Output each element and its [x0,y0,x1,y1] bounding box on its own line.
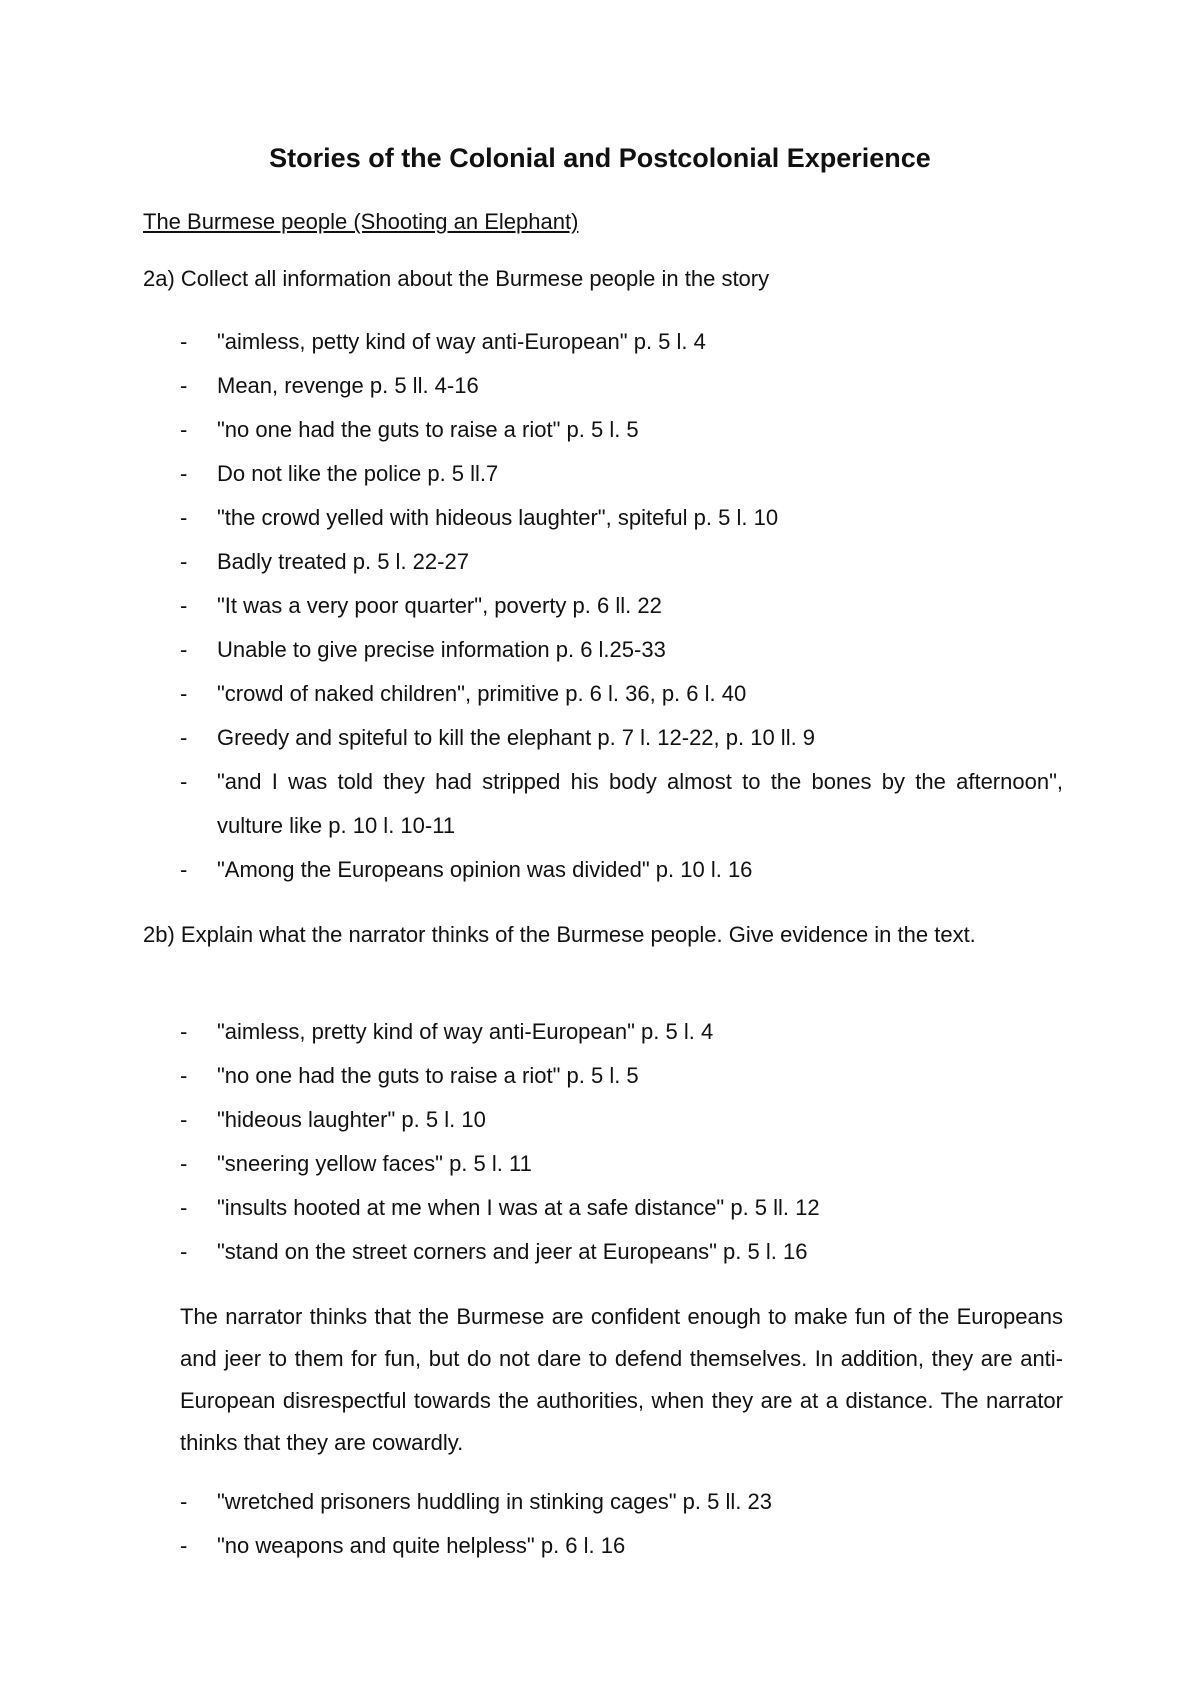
bullet-dash: - [180,505,188,530]
list-item [0,364,1200,408]
narrator-paragraph: The narrator thinks that the Burmese are confident enough to make fun of the Europeans and jeer to them for fun, but do not dare to defend themselves. In addition, they are anti-European disrespectful towards the authorities, when they are at a distance. The narrator thinks that they are cowardly. [180,1304,1063,1455]
bullet-dash: - [180,1195,188,1220]
list-item [0,1480,1200,1524]
list-item-text: "aimless, pretty kind of way anti-European" p. 5 l. 4 [217,1019,714,1044]
bullet-dash: - [180,417,188,442]
bullet-dash: - [180,461,188,486]
bullet-dash: - [180,1489,188,1514]
bullet-dash: - [180,593,188,618]
list-item [0,848,1200,892]
list-item [0,716,1200,760]
list-item-text: Do not like the police p. 5 ll.7 [217,461,499,486]
bullet-dash: - [180,1019,188,1044]
list-item-text: Badly treated p. 5 l. 22-27 [217,549,469,574]
list-item-text: "no one had the guts to raise a riot" p. 5 l. 5 [217,1063,639,1088]
section-subheading: The Burmese people (Shooting an Elephant) [143,209,579,234]
list-item [0,320,1200,364]
list-item [0,452,1200,496]
list-item-text: Mean, revenge p. 5 ll. 4-16 [217,373,479,398]
list-item-text: Greedy and spiteful to kill the elephant p. 7 l. 12-22, p. 10 ll. 9 [217,725,816,750]
bullet-dash: - [180,769,188,794]
question-2b: 2b) Explain what the narrator thinks of the Burmese people. Give evidence in the text. [143,922,976,947]
list-item-text: "wretched prisoners huddling in stinking cages" p. 5 ll. 23 [217,1489,772,1514]
bullet-dash: - [180,637,188,662]
list-item-text: "the crowd yelled with hideous laughter", spiteful p. 5 l. 10 [217,505,779,530]
list-item [0,496,1200,540]
list-item [0,760,1200,848]
bullet-dash: - [180,1151,188,1176]
list-item-text: "aimless, petty kind of way anti-European" p. 5 l. 4 [217,329,706,354]
list-2a [0,320,1200,892]
list-item-text: "Among the Europeans opinion was divided" p. 10 l. 16 [217,857,753,882]
list-item [0,1010,1200,1054]
list-item [0,1524,1200,1568]
list-item-text: "and I was told they had stripped his body almost to the bones by the afternoon", vulture like p. 10 l. 10-11 [217,769,1063,838]
list-item-text: "stand on the street corners and jeer at Europeans" p. 5 l. 16 [217,1239,808,1264]
bullet-dash: - [180,1239,188,1264]
bullet-dash: - [180,1107,188,1132]
list-item [0,584,1200,628]
bullet-dash: - [180,1063,188,1088]
list-item-text: "It was a very poor quarter", poverty p. 6 ll. 22 [217,593,662,618]
list-item-text: "crowd of naked children", primitive p. 6 l. 36, p. 6 l. 40 [217,681,747,706]
bullet-dash: - [180,1533,188,1558]
list-item [0,540,1200,584]
list-item-text: "no one had the guts to raise a riot" p. 5 l. 5 [217,417,639,442]
list-2b [0,1010,1200,1274]
list-item [0,1054,1200,1098]
list-item-text: "insults hooted at me when I was at a safe distance" p. 5 ll. 12 [217,1195,820,1220]
bullet-dash: - [180,725,188,750]
list-item [0,1230,1200,1274]
list-item [0,1098,1200,1142]
list-item [0,672,1200,716]
bullet-dash: - [180,681,188,706]
question-2a: 2a) Collect all information about the Burmese people in the story [143,266,770,291]
list-item-text: "hideous laughter" p. 5 l. 10 [217,1107,486,1132]
bullet-dash: - [180,857,188,882]
list-2b-evidence [0,1480,1200,1568]
bullet-dash: - [180,549,188,574]
bullet-dash: - [180,373,188,398]
page-title: Stories of the Colonial and Postcolonial Experience [269,143,931,173]
list-item [0,408,1200,452]
bullet-dash: - [180,329,188,354]
list-item-text: Unable to give precise information p. 6 l.25-33 [217,637,666,662]
list-item [0,1142,1200,1186]
list-item [0,628,1200,672]
list-item [0,1186,1200,1230]
list-item-text: "sneering yellow faces" p. 5 l. 11 [217,1151,532,1176]
list-item-text: "no weapons and quite helpless" p. 6 l. 16 [217,1533,626,1558]
